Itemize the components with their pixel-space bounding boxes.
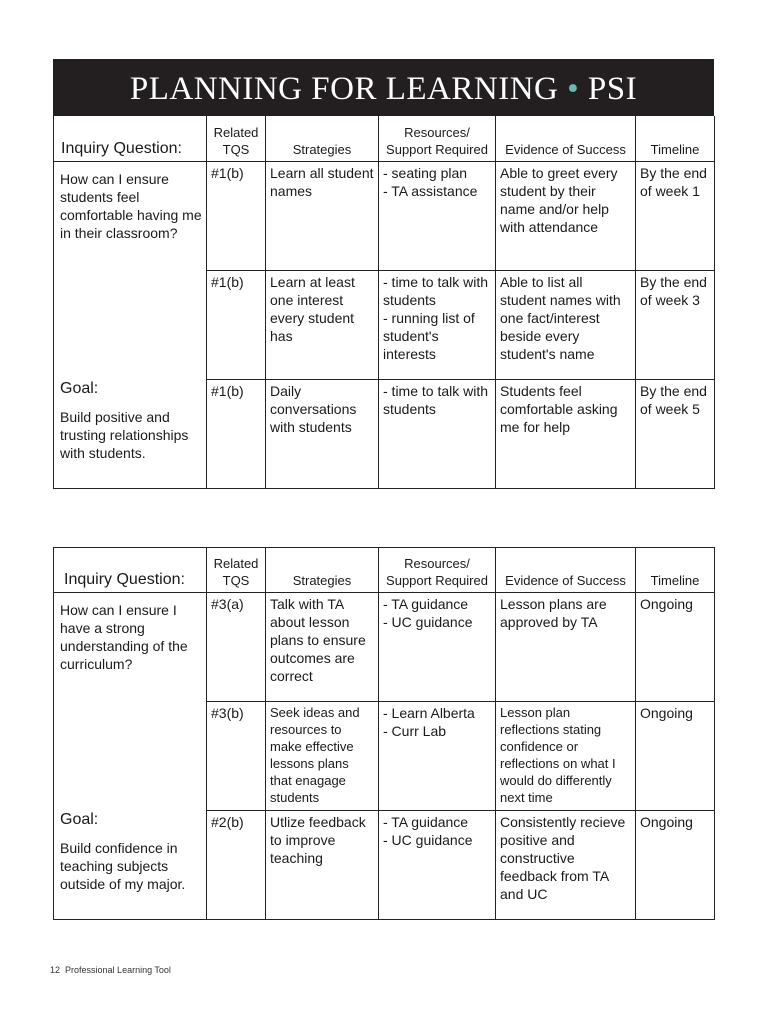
timeline-cell: By the end of week 1 <box>636 161 715 270</box>
evidence-cell: Students feel comfortable asking me for help <box>496 379 636 488</box>
header-strategies: Strategies <box>266 548 379 593</box>
timeline-cell: By the end of week 5 <box>636 379 715 488</box>
evidence-cell: Lesson plans are approved by TA <box>496 593 636 702</box>
tqs-cell: #1(b) <box>207 379 266 488</box>
inquiry-goal-cell <box>54 593 207 920</box>
banner-title-left: PLANNING FOR LEARNING <box>129 71 559 107</box>
header-related-tqs: Related TQS <box>207 116 266 161</box>
goal-label: Goal: <box>60 811 99 828</box>
timeline-cell: By the end of week 3 <box>636 270 715 379</box>
table-row <box>54 593 715 702</box>
strategy-cell: Utlize feedback to improve teaching <box>266 811 379 920</box>
table-header-row <box>54 548 715 593</box>
tqs-cell: #1(b) <box>207 161 266 270</box>
footer-text: Professional Learning Tool <box>65 965 171 975</box>
evidence-cell: Able to greet every student by their name and/or help with attendance <box>496 161 636 270</box>
resources-cell: - time to talk with students - running list of student's interests <box>379 270 496 379</box>
page-footer <box>50 965 171 975</box>
resources-cell: - TA guidance - UC guidance <box>379 811 496 920</box>
strategy-cell: Talk with TA about lesson plans to ensure outcomes are correct <box>266 593 379 702</box>
header-inquiry-question: Inquiry Question: <box>54 548 207 593</box>
timeline-cell: Ongoing <box>636 811 715 920</box>
inquiry-question-text: How can I ensure I have a strong understanding of the curriculum? <box>60 602 188 672</box>
tqs-cell: #2(b) <box>207 811 266 920</box>
resources-cell: - seating plan - TA assistance <box>379 161 496 270</box>
resources-cell: - TA guidance - UC guidance <box>379 593 496 702</box>
goal-block <box>60 811 205 893</box>
evidence-cell: Consistently recieve positive and constructive feedback from TA and UC <box>496 811 636 920</box>
strategy-cell: Learn at least one interest every student has <box>266 270 379 379</box>
table-row <box>54 161 715 270</box>
goal-text: Build positive and trusting relationships with students. <box>60 408 189 461</box>
tqs-cell: #1(b) <box>207 270 266 379</box>
goal-label: Goal: <box>60 379 99 397</box>
page-number: 12 <box>50 965 61 975</box>
header-evidence: Evidence of Success <box>496 116 636 161</box>
evidence-cell: Able to list all student names with one fact/interest beside every student's name <box>496 270 636 379</box>
goal-block <box>60 380 205 462</box>
goal-text: Build confidence in teaching subjects outside of my major. <box>60 840 186 892</box>
resources-cell: - Learn Alberta - Curr Lab <box>379 702 496 811</box>
table-header-row <box>54 116 715 161</box>
resources-cell: - time to talk with students <box>379 379 496 488</box>
header-resources: Resources/ Support Required <box>379 548 496 593</box>
header-timeline: Timeline <box>636 548 715 593</box>
tqs-cell: #3(b) <box>207 702 266 811</box>
tqs-cell: #3(a) <box>207 593 266 702</box>
header-strategies: Strategies <box>266 116 379 161</box>
header-related-tqs: Related TQS <box>207 548 266 593</box>
inquiry-question-text: How can I ensure students feel comfortable having me in their classroom? <box>60 170 202 241</box>
banner-separator: • <box>567 71 580 107</box>
timeline-cell: Ongoing <box>636 702 715 811</box>
header-resources: Resources/ Support Required <box>379 116 496 161</box>
inquiry-goal-cell <box>54 161 207 488</box>
planning-table-1 <box>53 116 715 489</box>
planning-table-2 <box>53 547 715 920</box>
page-banner <box>53 59 714 116</box>
evidence-cell: Lesson plan reflections stating confidence or reflections on what I would do differently next time <box>496 702 636 811</box>
banner-title-right: PSI <box>587 71 638 107</box>
header-evidence: Evidence of Success <box>496 548 636 593</box>
header-inquiry-question: Inquiry Question: <box>54 116 207 161</box>
strategy-cell: Learn all student names <box>266 161 379 270</box>
timeline-cell: Ongoing <box>636 593 715 702</box>
strategy-cell: Daily conversations with students <box>266 379 379 488</box>
header-timeline: Timeline <box>636 116 715 161</box>
strategy-cell: Seek ideas and resources to make effective lessons plans that enagage students <box>266 702 379 811</box>
